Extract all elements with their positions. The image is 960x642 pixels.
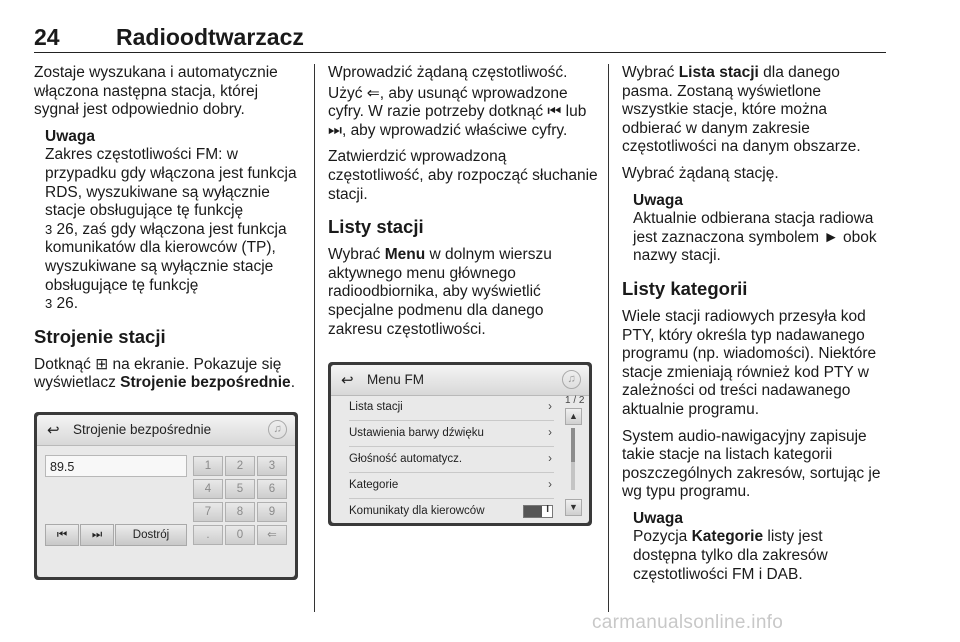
paragraph bbox=[328, 246, 600, 339]
text: dla danego pasma. Zostaną wyświetlone wszystkie stacje, które można odbierać w danym zakresie częstotliwości na danym obszarze. bbox=[622, 64, 861, 156]
key-6[interactable]: 6 bbox=[257, 479, 287, 499]
key-9[interactable]: 9 bbox=[257, 502, 287, 522]
key-0[interactable]: 0 bbox=[225, 525, 255, 545]
note-title: Uwaga bbox=[45, 127, 95, 145]
page-indicator: 1 / 2 bbox=[565, 395, 585, 406]
screen-content bbox=[37, 415, 295, 577]
menu-item-label: Lista stacji bbox=[349, 401, 403, 413]
screen-title: Strojenie bezpośrednie bbox=[73, 422, 212, 437]
reference-arrow-icon: 3 bbox=[45, 221, 53, 237]
text: lub bbox=[565, 103, 587, 121]
text: Wybrać bbox=[328, 246, 381, 264]
tune-button[interactable]: Dostrój bbox=[115, 524, 187, 546]
bold-term: Lista stacji bbox=[678, 64, 759, 81]
column-2 bbox=[328, 64, 600, 347]
column-divider bbox=[608, 64, 609, 612]
text: , aby wprowadzić właściwe cyfry. bbox=[341, 121, 568, 139]
chevron-right-icon: › bbox=[548, 479, 552, 491]
menu-item-tone-settings[interactable] bbox=[349, 421, 554, 447]
paragraph: Wybrać żądaną stację. bbox=[622, 164, 779, 182]
back-icon[interactable]: ↩ bbox=[341, 372, 354, 389]
section-heading: Listy stacji bbox=[328, 216, 424, 238]
text: na ekranie. Pokazuje się wyświetlacz bbox=[34, 355, 282, 392]
watermark: carmanualsonline.info bbox=[592, 612, 784, 633]
screen-title: Menu FM bbox=[367, 372, 425, 387]
menu-item-auto-volume[interactable] bbox=[349, 447, 554, 473]
section-heading: Listy kategorii bbox=[622, 277, 748, 299]
seek-next-icon: ⏭ bbox=[328, 121, 342, 139]
key-3[interactable]: 3 bbox=[257, 456, 287, 476]
key-4[interactable]: 4 bbox=[193, 479, 223, 499]
screen-content bbox=[331, 365, 589, 523]
menu-item-label: Komunikaty dla kierowców bbox=[349, 505, 485, 517]
column-3 bbox=[622, 64, 890, 592]
section-heading: Strojenie stacji bbox=[34, 325, 166, 347]
text: Użyć bbox=[328, 84, 363, 102]
bold-term: Strojenie bezpośrednie bbox=[120, 374, 291, 392]
page-number: 24 bbox=[34, 24, 60, 50]
note-text: Aktualnie odbierana stacja radiowa jest zaznaczona symbolem ► obok nazwy stacji. bbox=[633, 210, 877, 265]
direct-tuning-screen bbox=[34, 412, 298, 580]
text: listy jest dostępna tylko dla zakresów częstotliwości FM i DAB. bbox=[633, 528, 828, 583]
paragraph: Wprowadzić żądaną częstotliwość. bbox=[328, 64, 568, 81]
bold-term: Kategorie bbox=[691, 528, 764, 546]
text: w dolnym wierszu aktywnego menu głównego radioodbiornika, aby wyświetlić specjalne podmenu dla danego zakresu częstotliwości. bbox=[328, 246, 552, 338]
music-icon[interactable]: ♫ bbox=[562, 370, 581, 389]
note-title: Uwaga bbox=[633, 509, 683, 527]
screen-title-bar bbox=[331, 365, 589, 396]
key-1[interactable]: 1 bbox=[193, 456, 223, 476]
key-7[interactable]: 7 bbox=[193, 502, 223, 522]
tune-icon: ⊞ bbox=[95, 355, 109, 373]
scroll-down-button[interactable]: ▼ bbox=[565, 499, 582, 516]
page-header bbox=[34, 22, 886, 53]
toggle-fill bbox=[524, 506, 542, 517]
menu-item-label: Kategorie bbox=[349, 479, 399, 491]
chevron-right-icon: › bbox=[548, 401, 552, 413]
note bbox=[633, 192, 890, 266]
paragraph: Zostaje wyszukana i automatycznie włączona następna stacja, której sygnał jest odpowiednio dobry. bbox=[34, 64, 278, 119]
paragraph bbox=[328, 85, 600, 141]
page-title: Radioodtwarzacz bbox=[116, 24, 304, 50]
text: Wybrać bbox=[622, 64, 675, 81]
seek-next-button[interactable]: ⏭ bbox=[80, 524, 114, 546]
paragraph: Zatwierdzić wprowadzoną częstotliwość, aby rozpocząć słuchanie stacji. bbox=[328, 148, 598, 203]
key-dot[interactable]: . bbox=[193, 525, 223, 545]
reference-arrow-icon: 3 bbox=[45, 296, 53, 312]
key-2[interactable]: 2 bbox=[225, 456, 255, 476]
chevron-right-icon: › bbox=[548, 453, 552, 465]
menu-item-label: Głośność automatycz. bbox=[349, 453, 463, 465]
column-1 bbox=[34, 64, 302, 401]
text: Pozycja bbox=[633, 528, 688, 546]
note bbox=[45, 128, 302, 314]
note-title: Uwaga bbox=[633, 191, 683, 209]
menu-fm-screen bbox=[328, 362, 592, 526]
note-text: 26. bbox=[56, 295, 79, 313]
text: . bbox=[290, 374, 295, 392]
paragraph bbox=[622, 64, 890, 157]
frequency-input[interactable]: 89.5 bbox=[45, 455, 187, 477]
paragraph: Wiele stacji radiowych przesyła kod PTY, który określa typ nadawanego programu (np. wiadomości). Niektóre stacje zmieniają również kod PTY w zależności od treści nadawanego aktualnie programu. bbox=[622, 307, 877, 418]
key-5[interactable]: 5 bbox=[225, 479, 255, 499]
seek-prev-icon: ⏮ bbox=[547, 103, 562, 121]
paragraph bbox=[34, 356, 302, 393]
seek-prev-button[interactable]: ⏮ bbox=[45, 524, 79, 546]
scrollbar-thumb[interactable] bbox=[571, 428, 575, 462]
column-divider bbox=[314, 64, 315, 612]
screen-title-bar bbox=[37, 415, 295, 446]
menu-item-categories[interactable] bbox=[349, 473, 554, 499]
text: , aby usunąć wprowadzone cyfry. W razie potrzeby dotknąć bbox=[328, 84, 568, 121]
paragraph: System audio-nawigacyjny zapisuje takie stacje na listach kategorii poszczególnych zakresów, sortując je wg typu programu. bbox=[622, 427, 881, 501]
note bbox=[633, 510, 890, 584]
back-icon[interactable]: ↩ bbox=[47, 422, 60, 439]
toggle-label: I bbox=[546, 504, 549, 515]
scroll-up-button[interactable]: ▲ bbox=[565, 408, 582, 425]
bold-term: Menu bbox=[384, 246, 426, 264]
menu-item-station-list[interactable] bbox=[349, 395, 554, 421]
key-8[interactable]: 8 bbox=[225, 502, 255, 522]
note-text: 26, zaś gdy włączona jest funkcja komunikatów dla kierowców (TP), wyszukiwane są wyłącznie stacje obsługujące tę funkcję bbox=[45, 220, 287, 294]
key-backspace[interactable]: ⇐ bbox=[257, 525, 287, 545]
text: Dotknąć bbox=[34, 355, 91, 373]
traffic-toggle[interactable] bbox=[523, 505, 553, 518]
backspace-icon: ⇐ bbox=[366, 84, 380, 102]
note-text: Zakres częstotliwości FM: w przypadku gdy włączona jest funkcja RDS, wyszukiwane są wyłącznie stacje obsługujące tę funkcję bbox=[45, 146, 297, 220]
menu-item-label: Ustawienia barwy dźwięku bbox=[349, 427, 484, 439]
chevron-right-icon: › bbox=[548, 427, 552, 439]
music-icon[interactable]: ♫ bbox=[268, 420, 287, 439]
